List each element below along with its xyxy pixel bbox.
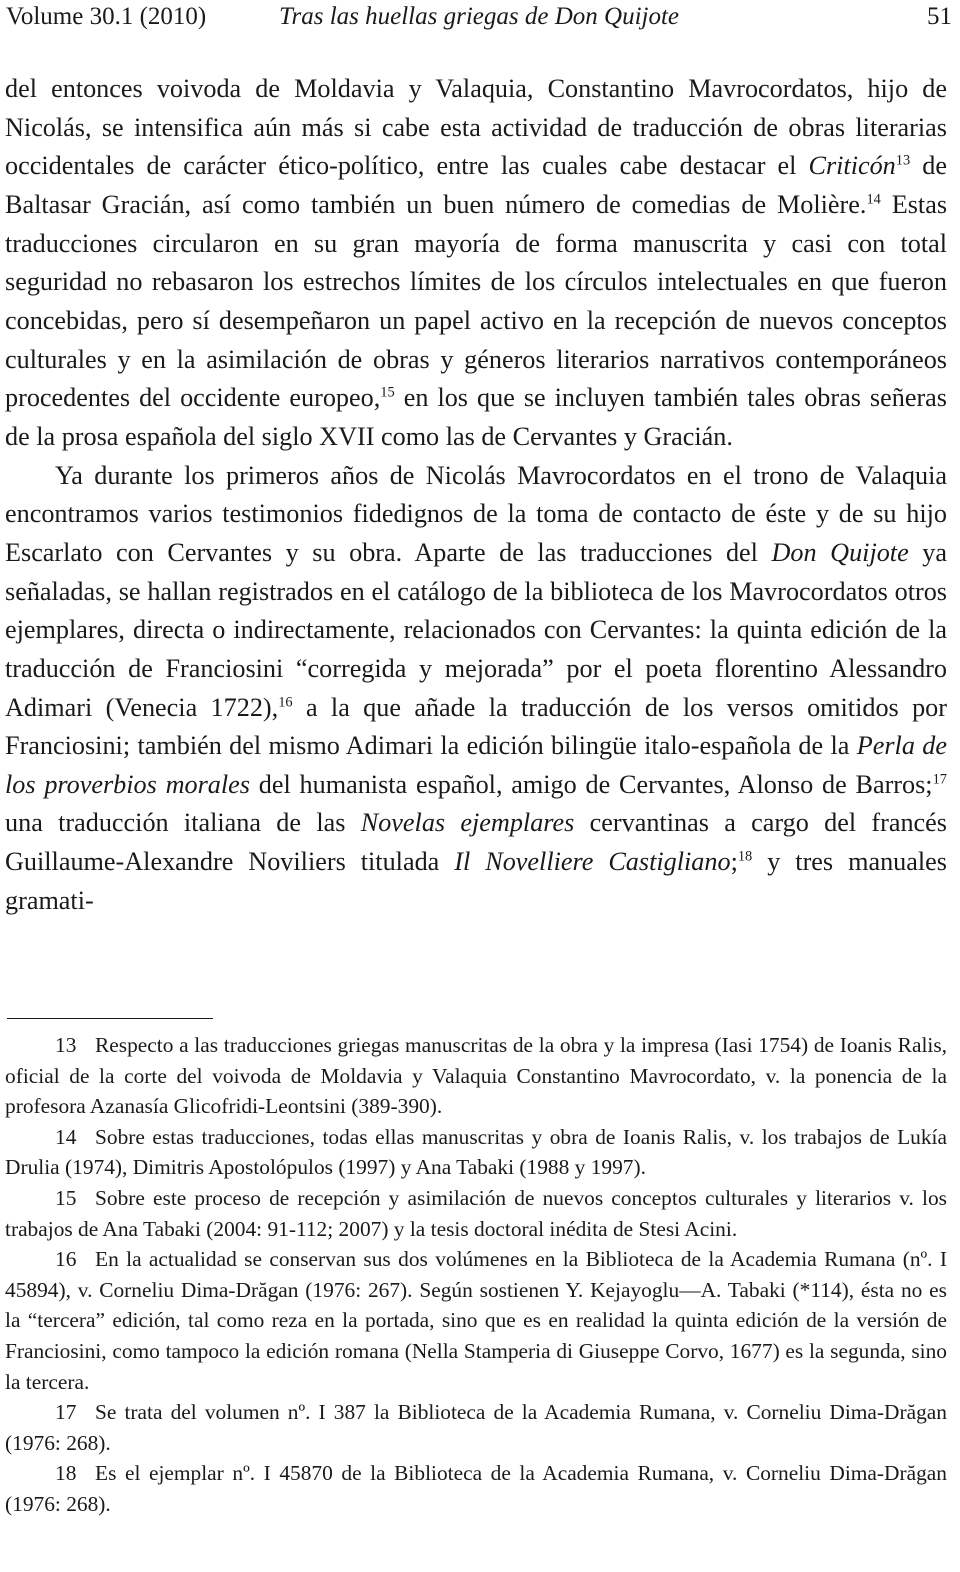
paragraph-text: Ya durante los primeros años de Nicolás Mavrocordatos en el trono de Valaquia encontramos varios testimonios fidedignos de la toma de contacto de éste y de su hijo Escarlato con Cervantes y su obra. Aparte de las traducciones del	[5, 460, 947, 567]
footnote-ref-17[interactable]: 17	[932, 771, 947, 788]
paragraph-text: de Baltasar Gracián, así como también un buen número de comedias de Molière.	[5, 151, 947, 219]
italic-title: Perla de los proverbios morales	[5, 731, 947, 799]
paragraph-text: del entonces voivoda de Moldavia y Valaquia, Constantino Mavrocordatos, hijo de Nicolás, se intensifica aún más si cabe esta actividad de traducción de obras literarias occidentales de carácter ético-político, entre las cuales cabe destacar el	[5, 74, 947, 181]
footnote-number: 18	[55, 1461, 77, 1486]
paragraph-text: y tres manuales gramati-	[5, 847, 947, 915]
footnote-text: Sobre estas traducciones, todas ellas manuscritas y obra de Ioanis Ralis, v. los trabajos de Lukía Drulia (1974), Dimitris Apostolópulos (1997) y Ana Tabaki (1988 y 1997).	[5, 1124, 947, 1180]
footnote-15	[5, 1183, 947, 1244]
footnote-text: Es el ejemplar nº. I 45870 de la Biblioteca de la Academia Rumana, v. Corneliu Dima-Drăgan (1976: 268).	[5, 1461, 947, 1516]
footnote-16	[5, 1244, 947, 1397]
italic-title: Don Quijote	[771, 537, 909, 567]
page-number: 51	[927, 3, 952, 30]
footnote-text: Respecto a las traducciones griegas manuscritas de la obra y la impresa (Iasi 1754) de Ioanis Ralis, oficial de la corte del voivoda de Moldavia y Valaquia Constantino Mavrocordato, v. la ponencia de la profesora Azanasía Glicofridi-Leontsini (389-390).	[5, 1033, 947, 1119]
running-head	[6, 0, 952, 34]
paragraph-text: una traducción italiana de las	[5, 808, 361, 838]
footnote-text: Se trata del volumen nº. I 387 la Biblioteca de la Academia Rumana, v. Corneliu Dima-Drăgan (1976: 268).	[5, 1400, 947, 1455]
footnote-text: En la actualidad se conservan sus dos volúmenes en la Biblioteca de la Academia Rumana (nº. I 45894), v. Corneliu Dima-Drăgan (1976: 267). Según sostienen Y. Kejayoglu—A. Tabaki (*114), ésta no es la “tercera” edición, tal como reza en la portada, sino que es en realidad la quinta edición de la versión de Franciosini, como tampoco la edición romana (Nella Stamperia di Giuseppe Corvo, 1677) es la segunda, sino la tercera.	[5, 1247, 947, 1394]
footnote-number: 13	[55, 1033, 77, 1057]
footnote-number: 15	[55, 1185, 77, 1210]
footnote-ref-13[interactable]: 13	[895, 152, 911, 169]
italic-title: Criticón	[808, 151, 896, 181]
italic-title: Il Novelliere Castigliano	[454, 847, 731, 877]
footnote-ref-15[interactable]: 15	[380, 384, 395, 401]
footnote-number: 16	[55, 1247, 77, 1272]
paragraph-text: del humanista español, amigo de Cervantes, Alonso de Barros;	[250, 769, 933, 799]
paragraph-text: Estas traducciones circularon en su gran mayoría de forma manuscrita y casi con total seguridad no rebasaron los estrechos límites de los círculos intelectuales en que fueron concebidas, pero sí desempeñaron un papel activo en la recepción de nuevos conceptos culturales y en la asimilación de obras y géneros literarios narrativos contemporáneos procedentes del occidente europeo,	[5, 189, 948, 413]
footnotes	[5, 1030, 947, 1520]
footnote-ref-16[interactable]: 16	[278, 693, 293, 710]
footnote-ref-18[interactable]: 18	[737, 848, 753, 865]
paragraph-text: a la que añade la traducción de los versos omitidos por Franciosini; también del mismo Adimari la edición bilingüe italo-española de la	[5, 692, 947, 761]
footnote-17	[5, 1397, 947, 1458]
paragraph-1	[5, 70, 947, 457]
paragraph-2	[5, 457, 947, 921]
volume-label: Volume 30.1 (2010)	[6, 3, 207, 30]
footnote-13	[5, 1030, 947, 1122]
paragraph-text: en los que se incluyen también tales obras señeras de la prosa española del siglo XVII como las de Cervantes y Gracián.	[5, 383, 947, 451]
footnote-18	[5, 1458, 947, 1519]
footnote-number: 17	[55, 1400, 77, 1425]
italic-title: Novelas ejemplares	[360, 808, 575, 838]
paragraph-text: ya señaladas, se hallan registrados en el catálogo de la biblioteca de los Mavrocordatos otros ejemplares, directa o indirectamente, relacionados con Cervantes: la quinta edición de la traducción de Franciosini “corregida y mejorada” por el poeta florentino Alessandro Adimari (Venecia 1722),	[5, 537, 947, 722]
footnote-14	[5, 1122, 947, 1183]
body-text	[5, 70, 947, 920]
paragraph-text: ;	[730, 847, 738, 877]
footnote-separator	[7, 1018, 213, 1019]
footnote-text: Sobre este proceso de recepción y asimilación de nuevos conceptos culturales y literarios v. los trabajos de Ana Tabaki (2004: 91-112; 2007) y la tesis doctoral inédita de Stesi Acini.	[5, 1185, 947, 1241]
footnote-number: 14	[55, 1124, 77, 1149]
article-title: Tras las huellas griegas de Don Quijote	[278, 3, 679, 30]
footnote-ref-14[interactable]: 14	[866, 191, 881, 208]
paragraph-text: cervantinas a cargo del francés Guillaume-Alexandre Noviliers titulada	[5, 808, 947, 877]
